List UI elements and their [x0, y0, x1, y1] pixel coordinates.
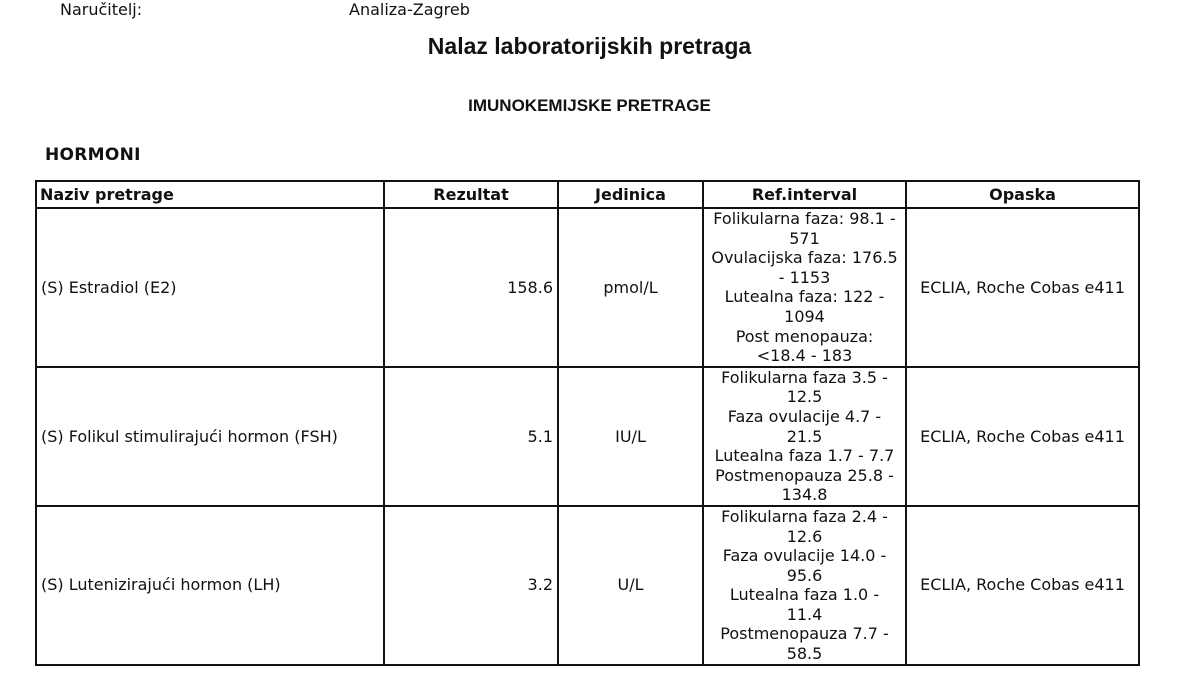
ref-line: Postmenopauza 7.7 - — [720, 624, 889, 644]
ref-line: 21.5 — [786, 426, 823, 446]
ref-line: Folikularna faza 3.5 - — [721, 367, 888, 387]
column-header-ref-interval: Ref.interval — [703, 181, 906, 208]
table-row-lh — [36, 506, 1139, 665]
ref-line: 134.8 — [781, 485, 828, 505]
reference-interval — [703, 208, 906, 367]
ref-line: Folikularna faza 2.4 - — [721, 506, 888, 526]
reference-interval — [703, 367, 906, 506]
test-unit: U/L — [558, 506, 703, 665]
ref-line: Lutealna faza 1.0 - — [729, 585, 880, 605]
ref-line: Postmenopauza 25.8 - — [715, 465, 894, 485]
ref-line: Folikularna faza: 98.1 - — [713, 209, 896, 228]
ref-line: Lutealna faza: 122 - — [724, 287, 885, 307]
reference-interval — [703, 506, 906, 665]
ref-line: 1094 — [784, 306, 825, 326]
narucitelj-value: Analiza-Zagreb — [349, 0, 470, 19]
column-header-result: Rezultat — [384, 181, 558, 208]
table-row-fsh — [36, 367, 1139, 506]
test-unit: IU/L — [558, 367, 703, 506]
test-name: (S) Folikul stimulirajući hormon (FSH) — [36, 367, 384, 506]
ref-line: 12.5 — [786, 387, 823, 407]
table-header-row — [36, 181, 1139, 208]
ref-line: 95.6 — [786, 565, 823, 585]
results-table — [35, 180, 1140, 666]
test-result: 5.1 — [384, 367, 558, 506]
ref-line: 571 — [789, 228, 820, 248]
document-title: Nalaz laboratorijskih pretraga — [427, 33, 752, 59]
ref-line: Post menopauza: — [735, 326, 874, 346]
narucitelj-label: Naručitelj: — [60, 0, 143, 19]
column-header-note: Opaska — [906, 181, 1139, 208]
section-title: IMUNOKEMIJSKE PRETRAGE — [468, 96, 711, 115]
test-note: ECLIA, Roche Cobas e411 — [906, 208, 1139, 367]
ref-line: Ovulacijska faza: 176.5 — [711, 248, 898, 268]
test-note: ECLIA, Roche Cobas e411 — [906, 506, 1139, 665]
column-header-unit: Jedinica — [558, 181, 703, 208]
ref-line: Lutealna faza 1.7 - 7.7 — [714, 446, 895, 466]
test-result: 3.2 — [384, 506, 558, 665]
test-result: 158.6 — [384, 208, 558, 367]
ref-line: 12.6 — [786, 526, 823, 546]
ref-line: - 1153 — [778, 267, 831, 287]
table-row-estradiol — [36, 208, 1139, 367]
ref-line: 58.5 — [786, 644, 823, 664]
group-title: HORMONI — [45, 145, 141, 165]
ref-line: Faza ovulacije 14.0 - — [722, 546, 887, 566]
ref-line: 11.4 — [786, 604, 823, 624]
test-note: ECLIA, Roche Cobas e411 — [906, 367, 1139, 506]
test-name: (S) Estradiol (E2) — [36, 208, 384, 367]
ref-line: <18.4 - 183 — [756, 346, 853, 366]
test-name: (S) Lutenizirajući hormon (LH) — [36, 506, 384, 665]
ref-line: Faza ovulacije 4.7 - — [727, 406, 882, 426]
column-header-name: Naziv pretrage — [36, 181, 384, 208]
test-unit: pmol/L — [558, 208, 703, 367]
